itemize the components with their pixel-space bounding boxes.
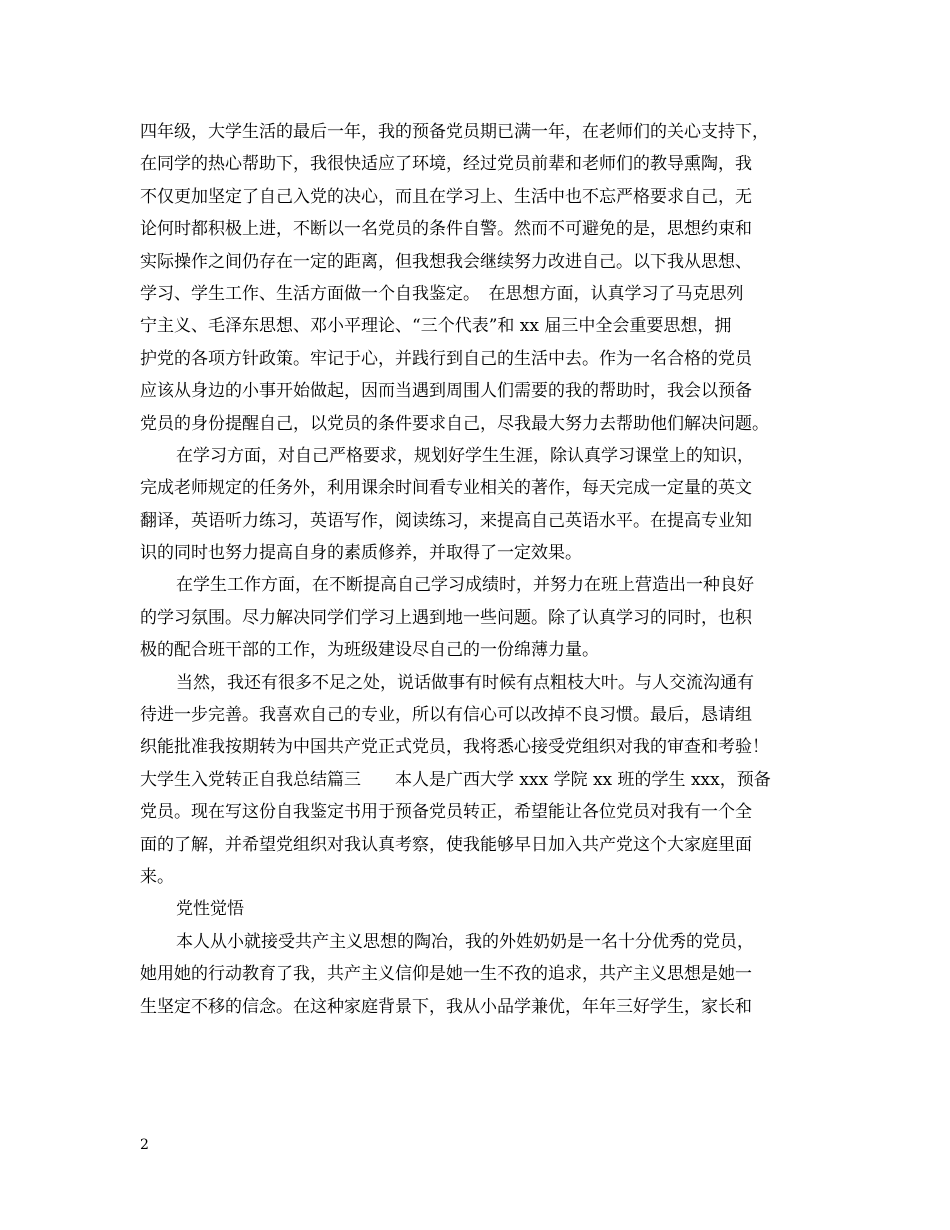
paragraph-first-line: 当然，我还有很多不足之处，说话做事有时候有点粗枝大叶。与人交流沟通有 bbox=[176, 672, 754, 693]
text-line: 完成老师规定的任务外，利用课余时间看专业相关的著作，每天完成一定量的英文 bbox=[140, 478, 752, 499]
text-line: 的学习氛围。尽力解决同学们学习上遇到地一些问题。除了认真学习的同时，也积 bbox=[140, 607, 752, 628]
text-line: 来。 bbox=[140, 866, 174, 887]
text-line: 生坚定不移的信念。在这种家庭背景下，我从小品学兼优，年年三好学生，家长和 bbox=[140, 996, 752, 1017]
text-line: 大学生入党转正自我总结篇三 本人是广西大学 xxx 学院 xx 班的学生 xxx，预备 bbox=[140, 769, 771, 790]
text-line: 面的了解，并希望党组织对我认真考察，使我能够早日加入共产党这个大家庭里面 bbox=[140, 834, 752, 855]
text-line: 学习、学生工作、生活方面做一个自我鉴定。 在思想方面，认真学习了马克思列 bbox=[140, 283, 744, 304]
section-heading: 党性觉悟 bbox=[176, 899, 244, 920]
text-line: 极的配合班干部的工作，为班级建设尽自己的一份绵薄力量。 bbox=[140, 640, 599, 661]
text-line: 宁主义、毛泽东思想、邓小平理论、“三个代表”和 xx 届三中全会重要思想，拥 bbox=[140, 316, 732, 337]
paragraph-first-line: 本人从小就接受共产主义思想的陶冶，我的外姓奶奶是一名十分优秀的党员， bbox=[176, 931, 754, 952]
text-line: 护党的各项方针政策。牢记于心，并践行到自己的生活中去。作为一名合格的党员 bbox=[140, 348, 752, 369]
text-line: 四年级，大学生活的最后一年，我的预备党员期已满一年，在老师们的关心支持下， bbox=[140, 122, 769, 142]
text-line: 实际操作之间仍存在一定的距离，但我想我会继续努力改进自己。以下我从思想、 bbox=[140, 251, 752, 272]
text-line: 翻译，英语听力练习，英语写作，阅读练习，来提高自己英语水平。在提高专业知 bbox=[140, 510, 752, 531]
text-line: 应该从身边的小事开始做起，因而当遇到周围人们需要的我的帮助时，我会以预备 bbox=[140, 381, 752, 402]
text-line: 她用她的行动教育了我，共产主义信仰是她一生不孜的追求，共产主义思想是她一 bbox=[140, 964, 752, 985]
text-line: 待进一步完善。我喜欢自己的专业，所以有信心可以改掉不良习惯。最后，恳请组 bbox=[140, 705, 752, 726]
text-line: 在同学的热心帮助下，我很快适应了环境，经过党员前辈和老师们的教导熏陶，我 bbox=[140, 154, 752, 175]
text-line: 党员。现在写这份自我鉴定书用于预备党员转正，希望能让各位党员对我有一个全 bbox=[140, 802, 752, 823]
paragraph-first-line: 在学生工作方面，在不断提高自己学习成绩时，并努力在班上营造出一种良好 bbox=[176, 575, 754, 596]
page-number: 2 bbox=[140, 1137, 149, 1153]
text-line: 党员的身份提醒自己，以党员的条件要求自己，尽我最大努力去帮助他们解决问题。 bbox=[140, 413, 769, 434]
document-body bbox=[140, 116, 816, 1023]
text-line: 不仅更加坚定了自己入党的决心，而且在学习上、生活中也不忘严格要求自己，无 bbox=[140, 186, 752, 207]
text-line: 论何时都积极上进，不断以一名党员的条件自警。然而不可避免的是，思想约束和 bbox=[140, 219, 752, 240]
text-line: 织能批准我按期转为中国共产党正式党员，我将悉心接受党组织对我的审查和考验！ bbox=[140, 737, 769, 758]
paragraph-first-line: 在学习方面，对自己严格要求，规划好学生生涯，除认真学习课堂上的知识， bbox=[176, 445, 754, 466]
text-line: 识的同时也努力提高自身的素质修养，并取得了一定效果。 bbox=[140, 543, 582, 564]
